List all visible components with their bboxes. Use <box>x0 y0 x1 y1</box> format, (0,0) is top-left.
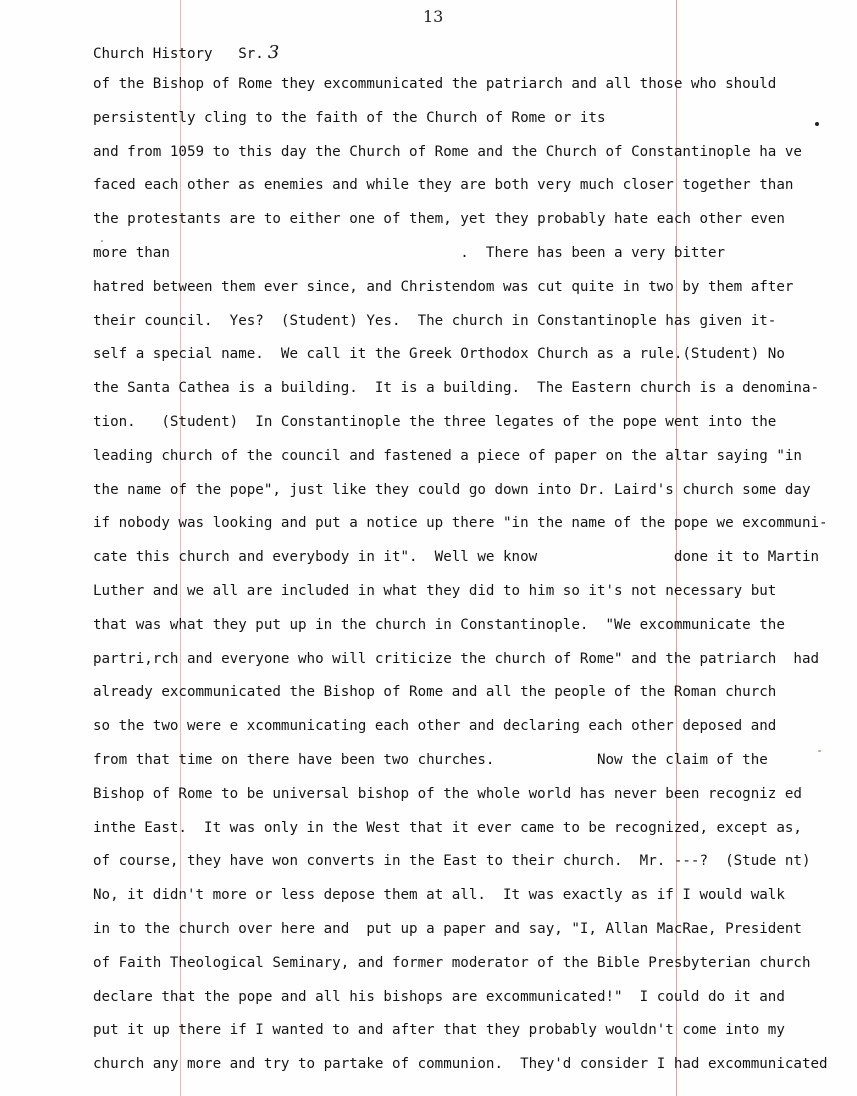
text-line: that was what they put up in the church in Constantinople. "We excommunicate the <box>93 616 785 633</box>
header-title: Church History Sr. <box>93 46 264 62</box>
text-line: leading church of the council and fastened a piece of paper on the altar saying "in <box>93 447 802 464</box>
text-line: already excommunicated the Bishop of Rome and all the people of the Roman church <box>93 684 777 701</box>
text-line: so the two were e xcommunicating each other and declaring each other deposed and <box>93 718 777 735</box>
text-line: hatred between them ever since, and Christendom was cut quite in two by them after <box>93 278 794 295</box>
text-line: their council. Yes? (Student) Yes. The church in Constantinople has given it- <box>93 312 777 329</box>
text-line: the Santa Cathea is a building. It is a building. The Eastern church is a denomina- <box>93 380 820 397</box>
text-line: in to the church over here and put up a paper and say, "I, Allan MacRae, President <box>93 920 802 937</box>
ink-dot <box>815 122 819 126</box>
text-line: if nobody was looking and put a notice up there "in the name of the pope we excommuni- <box>93 515 828 532</box>
text-line: more than . There has been a very bitter <box>93 244 726 261</box>
text-line: cate this church and everybody in it". Well we know done it to Martin <box>93 549 820 566</box>
text-line: and from 1059 to this day the Church of Rome and the Church of Constantinople ha ve <box>93 143 802 160</box>
text-line: Bishop of Rome to be universal bishop of the whole world has never been recogniz ed <box>93 785 802 802</box>
text-line: self a special name. We call it the Greek Orthodox Church as a rule.(Student) No <box>93 346 785 363</box>
paper-speck <box>818 750 821 752</box>
text-line: persistently cling to the faith of the Church of Rome or its <box>93 109 606 126</box>
text-line: of Faith Theological Seminary, and former moderator of the Bible Presbyterian church <box>93 954 811 971</box>
transcript-body <box>93 68 833 1082</box>
text-line: the protestants are to either one of them, yet they probably hate each other even <box>93 211 785 228</box>
text-line: church any more and try to partake of communion. They'd consider I had excommunicated <box>93 1056 828 1073</box>
text-line: declare that the pope and all his bishops are excommunicated!" I could do it and <box>93 988 785 1005</box>
text-line: of course, they have won converts in the East to their church. Mr. ---? (Stude nt) <box>93 853 811 870</box>
text-line: faced each other as enemies and while they are both very much closer together than <box>93 177 794 194</box>
text-line: from that time on there have been two churches. Now the claim of the <box>93 751 768 768</box>
text-line: partri,rch and everyone who will criticize the church of Rome" and the patriarch had <box>93 650 820 667</box>
text-line: the name of the pope", just like they could go down into Dr. Laird's church some day <box>93 481 811 498</box>
page-number: 13 <box>423 7 444 26</box>
text-line: inthe East. It was only in the West that it ever came to be recognized, except as, <box>93 819 802 836</box>
text-line: tion. (Student) In Constantinople the three legates of the pope went into the <box>93 413 777 430</box>
text-line: Luther and we all are included in what they did to him so it's not necessary but <box>93 582 777 599</box>
text-line: put it up there if I wanted to and after that they probably wouldn't come into my <box>93 1022 785 1039</box>
document-header <box>93 42 279 63</box>
text-line: No, it didn't more or less depose them at all. It was exactly as if I would walk <box>93 887 785 904</box>
text-line: of the Bishop of Rome they excommunicated the patriarch and all those who should <box>93 76 777 92</box>
header-section-number: 3 <box>267 42 280 63</box>
paper-speck <box>101 240 103 242</box>
